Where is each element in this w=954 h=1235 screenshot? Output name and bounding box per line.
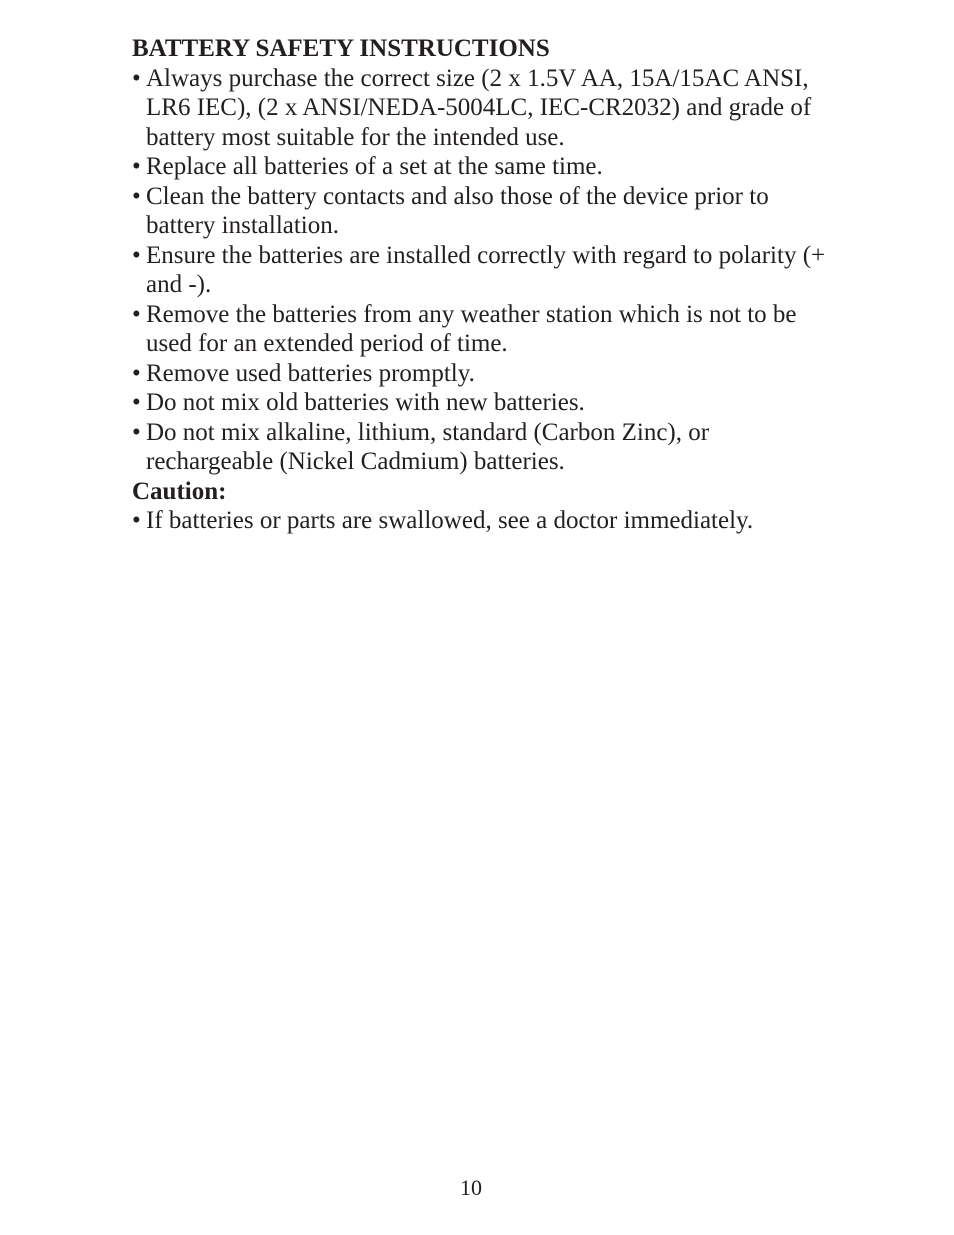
instruction-text: Remove the batteries from any weather station which is not to be used for an extended period of time. [146, 300, 797, 357]
bullet-icon: • [132, 359, 141, 387]
bullet-icon: • [132, 153, 141, 180]
document-body [132, 34, 832, 536]
instruction-item [132, 359, 832, 389]
bullet-icon: • [132, 300, 141, 328]
page-number: 10 [460, 1175, 482, 1200]
bullet-icon: • [132, 241, 141, 269]
instruction-item [132, 182, 832, 241]
instruction-item [132, 418, 832, 477]
bullet-icon: • [132, 418, 141, 446]
instruction-item [132, 388, 832, 418]
caution-item [132, 506, 832, 536]
instruction-text: Replace all batteries of a set at the same time. [146, 153, 603, 180]
instruction-text: Do not mix old batteries with new batteries. [146, 389, 585, 416]
caution-list [132, 506, 832, 536]
bullet-icon: • [132, 64, 141, 92]
instruction-item [132, 152, 832, 182]
bullet-icon: • [132, 507, 141, 534]
instruction-item [132, 241, 832, 300]
instruction-list [132, 64, 832, 477]
instruction-text: Always purchase the correct size (2 x 1.5V AA, 15A/15AC ANSI, LR6 IEC), (2 x ANSI/NEDA-5004LC, IEC-CR2032) and grade of battery most suitable for the intended use. [146, 64, 812, 151]
bullet-icon: • [132, 389, 141, 416]
instruction-text: Clean the battery contacts and also those of the device prior to battery installation. [146, 182, 769, 239]
section-title: BATTERY SAFETY INSTRUCTIONS [132, 35, 550, 62]
caution-heading: Caution: [132, 477, 227, 505]
instruction-item [132, 64, 832, 153]
instruction-text: Do not mix alkaline, lithium, standard (Carbon Zinc), or rechargeable (Nickel Cadmium) batteries. [146, 418, 710, 475]
instruction-item [132, 300, 832, 359]
bullet-icon: • [132, 182, 141, 210]
instruction-text: Ensure the batteries are installed correctly with regard to polarity (+ and -). [146, 241, 826, 298]
instruction-text: Remove used batteries promptly. [146, 359, 475, 387]
caution-text: If batteries or parts are swallowed, see a doctor immediately. [146, 507, 754, 534]
